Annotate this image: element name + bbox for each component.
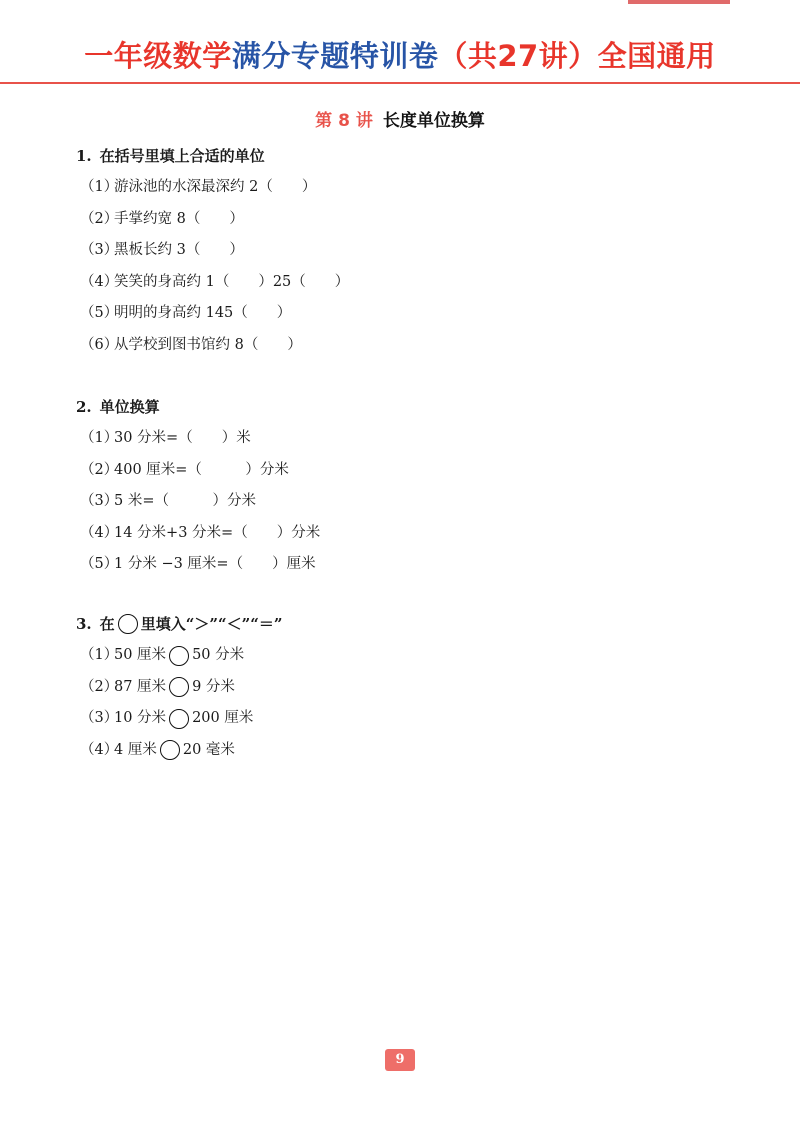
item-index: （3） [80, 493, 119, 509]
circle-icon [118, 614, 138, 634]
item-text: 手掌约宽 8（ ） [114, 210, 244, 227]
answer-circle[interactable] [169, 646, 189, 666]
answer-circle[interactable] [169, 709, 189, 729]
section-unit-conversion [76, 397, 320, 581]
question-item [76, 298, 349, 330]
item-index: （2） [80, 461, 119, 478]
compare-right: 200 厘米 [192, 710, 254, 726]
lecture-topic: 长度单位换算 [382, 111, 485, 131]
item-index: （1） [80, 179, 119, 195]
item-text: 400 厘米=（ ）分米 [114, 461, 289, 478]
lecture-number: 第 8 讲 [315, 111, 373, 131]
item-index: （5） [80, 305, 119, 321]
compare-right: 9 分米 [192, 678, 235, 695]
item-index: （2） [80, 210, 119, 227]
item-index: （1） [80, 647, 119, 663]
section-3-title [76, 614, 282, 634]
compare-left: 10 分米 [114, 710, 167, 726]
item-text: 游泳池的水深最深约 2（ ） [114, 179, 317, 195]
item-index: （4） [80, 524, 119, 541]
answer-circle[interactable] [160, 740, 180, 760]
section-3-title-pre: 在 [99, 615, 115, 633]
compare-left: 50 厘米 [114, 647, 167, 663]
item-index: （4） [80, 741, 119, 758]
title-part-2: 满分专题特训卷 [231, 39, 439, 73]
section-2-number: 2. [76, 398, 92, 416]
title-part-3: （共27讲）全国通用 [438, 39, 716, 73]
question-item [76, 204, 349, 236]
item-text: 5 米=（ ）分米 [114, 493, 256, 509]
section-2-title-text: 单位换算 [99, 398, 160, 416]
compare-right: 50 分米 [192, 647, 245, 663]
banner-title [0, 36, 800, 76]
banner-divider [0, 82, 800, 84]
compare-right: 20 毫米 [182, 741, 235, 758]
top-accent-bar [628, 0, 730, 4]
item-text: 14 分米+3 分米=（ ）分米 [114, 524, 321, 541]
section-fill-units [76, 146, 349, 361]
section-2-title [76, 397, 320, 417]
compare-left: 87 厘米 [114, 678, 167, 695]
title-part-1: 一年级数学 [84, 39, 232, 73]
question-item [76, 549, 320, 581]
compare-item [76, 640, 282, 672]
question-item [76, 486, 320, 518]
item-text: 1 分米 −3 厘米=（ ）厘米 [114, 556, 316, 572]
compare-left: 4 厘米 [114, 741, 157, 758]
question-item [76, 267, 349, 299]
question-item [76, 330, 349, 362]
compare-item [76, 672, 282, 704]
section-1-title [76, 146, 349, 166]
item-index: （4） [80, 273, 119, 290]
page-number-badge: 9 [385, 1049, 415, 1071]
item-index: （3） [80, 242, 119, 258]
question-item [76, 235, 349, 267]
item-index: （2） [80, 678, 119, 695]
answer-circle[interactable] [169, 677, 189, 697]
lecture-heading [0, 106, 800, 131]
item-text: 明明的身高约 145（ ） [114, 305, 292, 321]
item-index: （5） [80, 556, 119, 572]
section-1-title-text: 在括号里填上合适的单位 [99, 147, 265, 165]
compare-item [76, 735, 282, 767]
question-item [76, 455, 320, 487]
section-3-title-post: 里填入“＞”“＜”“＝” [140, 615, 283, 633]
compare-item [76, 703, 282, 735]
item-text: 从学校到图书馆约 8（ ） [114, 336, 302, 353]
section-3-number: 3. [76, 615, 92, 633]
question-item [76, 423, 320, 455]
question-item [76, 518, 320, 550]
item-text: 笑笑的身高约 1（ ）25（ ） [114, 273, 350, 290]
item-text: 黑板长约 3（ ） [114, 242, 244, 258]
item-index: （1） [80, 430, 119, 446]
item-text: 30 分米=（ ）米 [114, 430, 251, 446]
section-1-number: 1. [76, 147, 92, 165]
item-index: （3） [80, 710, 119, 726]
question-item [76, 172, 349, 204]
section-compare [76, 614, 282, 766]
item-index: （6） [80, 336, 119, 353]
